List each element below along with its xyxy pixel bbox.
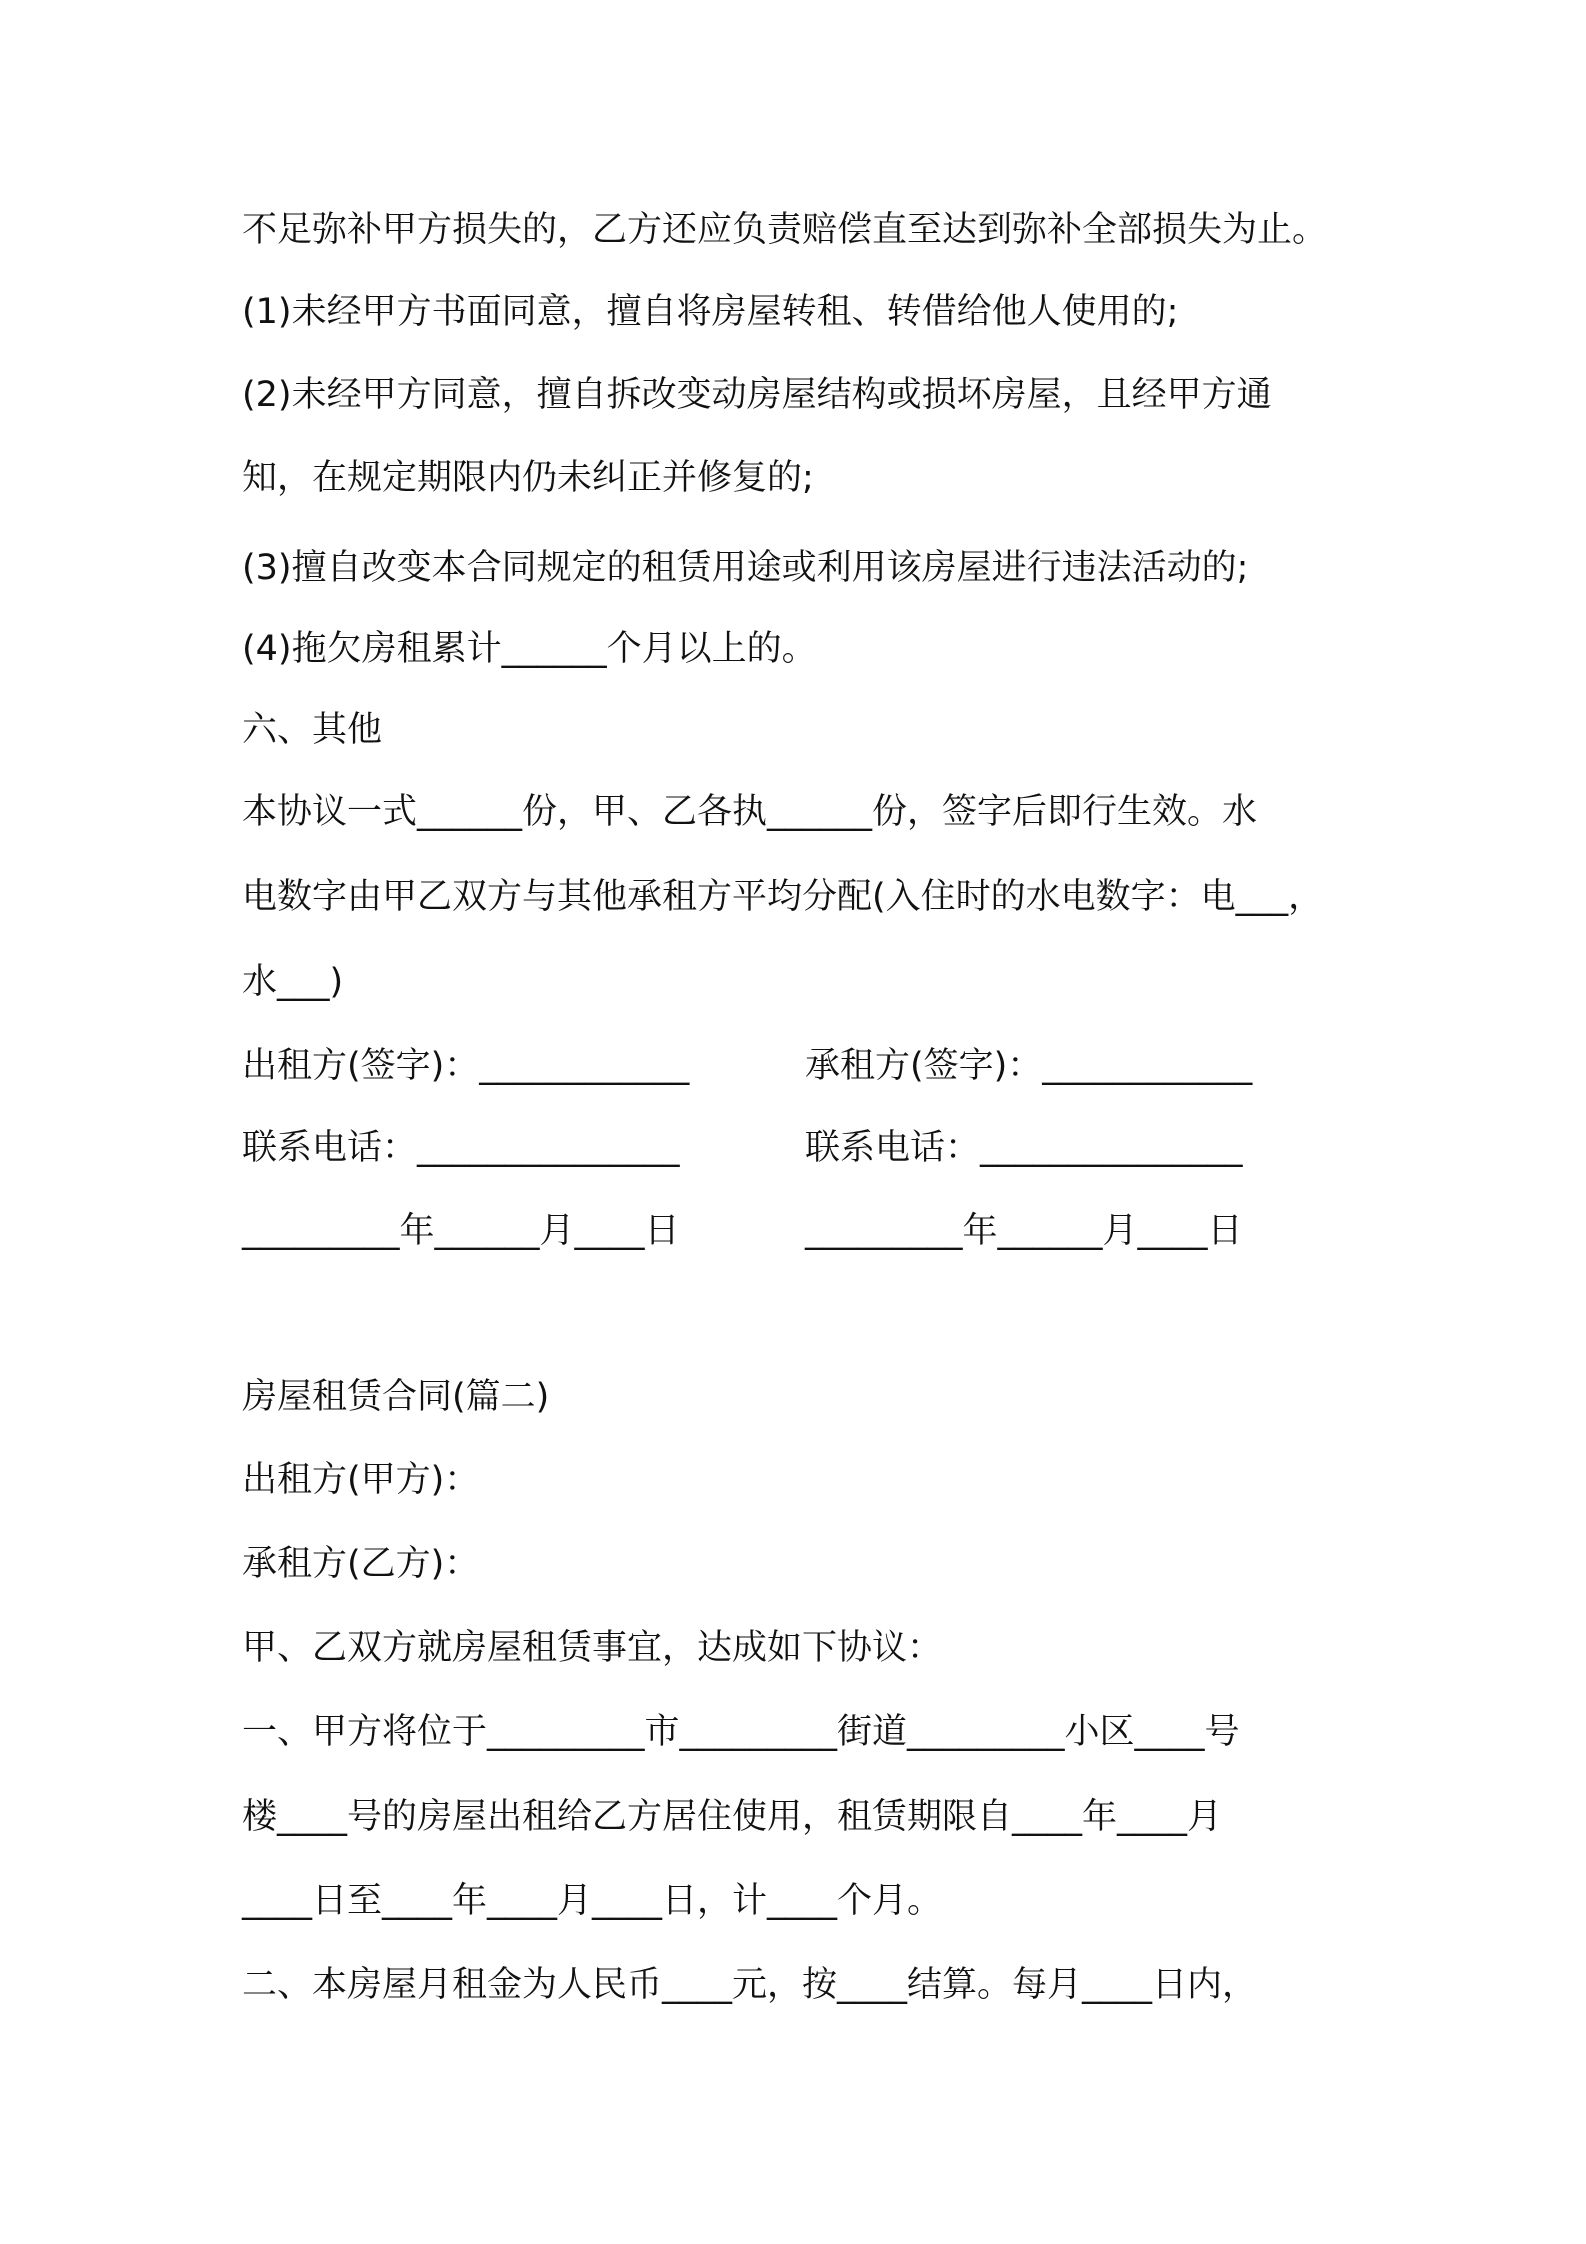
clause-2-line-2: 知，在规定期限内仍未纠正并修复的; [242,458,814,498]
clause-3: (3)擅自改变本合同规定的租赁用途或利用该房屋进行违法活动的; [242,548,1249,588]
contract-2-clause-1-line-1: 一、甲方将位于_________市_________街道_________小区____号 [242,1712,1240,1752]
lessee-phone-field: 联系电话：_______________ [805,1128,1243,1168]
section-6-title: 六、其他 [242,710,383,750]
lessor-date-field: _________年______月____日 [242,1211,680,1251]
section-6-line-1: 本协议一式______份，甲、乙各执______份，签字后即行生效。水 [242,792,1258,832]
clause-2-line-1: (2)未经甲方同意，擅自拆改变动房屋结构或损坏房屋，且经甲方通 [242,375,1272,415]
contract-2-title: 房屋租赁合同(篇二) [242,1377,550,1417]
contract-2-clause-2-line-1: 二、本房屋月租金为人民币____元，按____结算。每月____日内， [242,1965,1258,2005]
contract-2-lessor: 出租方(甲方)： [242,1460,480,1500]
contract-2-clause-1-line-3: ____日至____年____月____日，计____个月。 [242,1881,943,1921]
section-6-line-3: 水___) [242,962,344,1002]
clause-4: (4)拖欠房租累计______个月以上的。 [242,629,817,669]
clause-1: (1)未经甲方书面同意，擅自将房屋转租、转借给他人使用的; [242,292,1179,332]
lessee-signature-field: 承租方(签字)：____________ [805,1046,1253,1086]
lessor-signature-field: 出租方(签字)：____________ [242,1046,690,1086]
contract-2-clause-1-line-2: 楼____号的房屋出租给乙方居住使用，租赁期限自____年____月 [242,1797,1223,1837]
lessor-phone-field: 联系电话：_______________ [242,1128,680,1168]
contract-2-intro: 甲、乙双方就房屋租赁事宜，达成如下协议： [242,1628,943,1668]
loss-compensation-line: 不足弥补甲方损失的，乙方还应负责赔偿直至达到弥补全部损失为止。 [242,210,1328,250]
lessee-date-field: _________年______月____日 [805,1211,1243,1251]
section-6-line-2: 电数字由甲乙双方与其他承租方平均分配(入住时的水电数字：电___， [242,877,1324,917]
contract-2-lessee: 承租方(乙方)： [242,1544,480,1584]
